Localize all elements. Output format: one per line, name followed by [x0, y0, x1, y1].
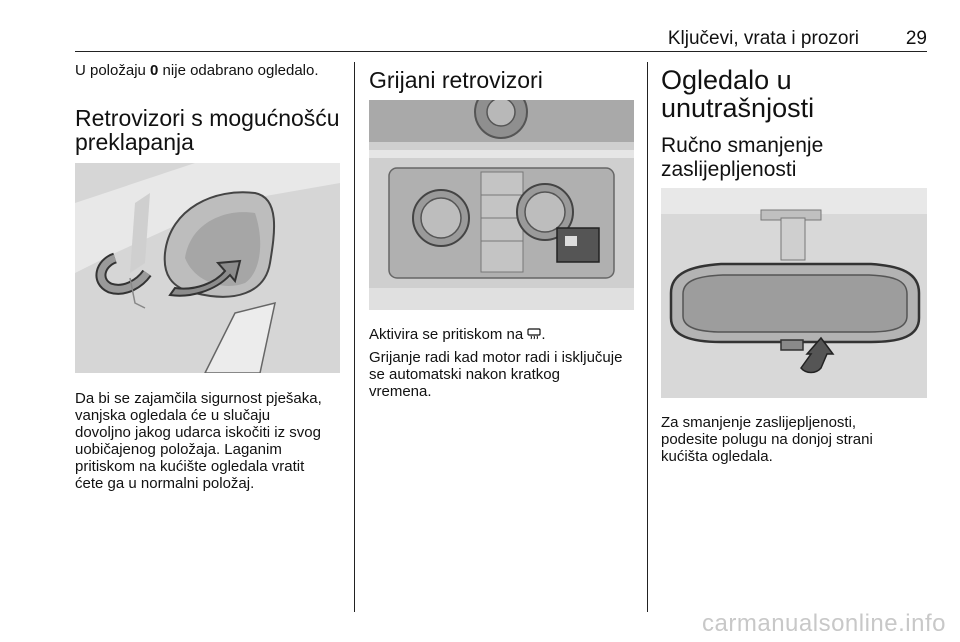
body-line-1: Za smanjenje zaslijepljenosti,: [661, 414, 857, 431]
body-line-3: vremena.: [369, 383, 432, 400]
column-divider-1: [354, 62, 355, 612]
folding-mirrors-body: [75, 390, 322, 492]
header-rule: [75, 51, 927, 52]
column-divider-2: [647, 62, 648, 612]
body-line-5: pritiskom na kućište ogledala vratit: [75, 458, 305, 475]
body-line-1: Da bi se zajamčila sigurnost pješaka,: [75, 390, 322, 407]
page-header: [75, 26, 927, 50]
body-line-1: Grijanje radi kad motor radi i isključuje: [369, 349, 623, 366]
watermark: carmanualsonline.info: [702, 610, 946, 637]
intro-prefix: U položaju: [75, 62, 151, 79]
interior-mirror-illustration: [661, 188, 927, 398]
body-line-3: dovoljno jakog udarca iskočiti iz svog: [75, 424, 321, 441]
subheading-line-2: zaslijepljenosti: [661, 158, 797, 181]
intro-bold: 0: [150, 62, 159, 79]
heading-line-2: preklapanja: [75, 129, 194, 155]
body-line-2: vanjska ogledala će u slučaju: [75, 407, 271, 424]
climate-panel-drawing: [369, 100, 634, 310]
body-line-2: podesite polugu na donjoj strani: [661, 431, 873, 448]
interior-mirror-body: [661, 414, 873, 465]
climate-control-panel-illustration: [369, 100, 634, 310]
section-heading-interior-mirror: [661, 66, 814, 122]
page-number: 29: [905, 28, 927, 49]
activation-prefix: Aktivira se pritiskom na: [369, 326, 528, 343]
body-line-3: kućišta ogledala.: [661, 448, 773, 465]
activation-text: [369, 326, 546, 343]
heated-mirrors-body: [369, 349, 622, 400]
interior-mirror-drawing: [661, 188, 927, 398]
subheading-manual-antidazzle: [661, 134, 823, 182]
heading-line-1: Ogledalo u: [661, 65, 792, 95]
body-line-4: uobičajenog položaja. Laganim: [75, 441, 282, 458]
folding-mirror-illustration: [75, 163, 340, 373]
section-heading-folding-mirrors: [75, 106, 340, 154]
section-heading-heated-mirrors: Grijani retrovizori: [369, 67, 543, 93]
heated-mirror-icon: [527, 327, 541, 339]
folding-mirror-drawing: [75, 163, 340, 373]
heading-line-2: unutrašnjosti: [661, 93, 815, 123]
subheading-line-1: Ručno smanjenje: [661, 134, 824, 157]
heading-line-1: Retrovizori s mogućnošću: [75, 105, 340, 131]
activation-end: .: [541, 326, 546, 343]
body-line-2: se automatski nakon kratkog: [369, 366, 560, 383]
header-title: Ključevi, vrata i prozori: [667, 28, 859, 49]
intro-text: [75, 62, 319, 79]
intro-suffix: nije odabrano ogledalo.: [158, 62, 319, 79]
body-line-6: ćete ga u normalni položaj.: [75, 475, 255, 492]
